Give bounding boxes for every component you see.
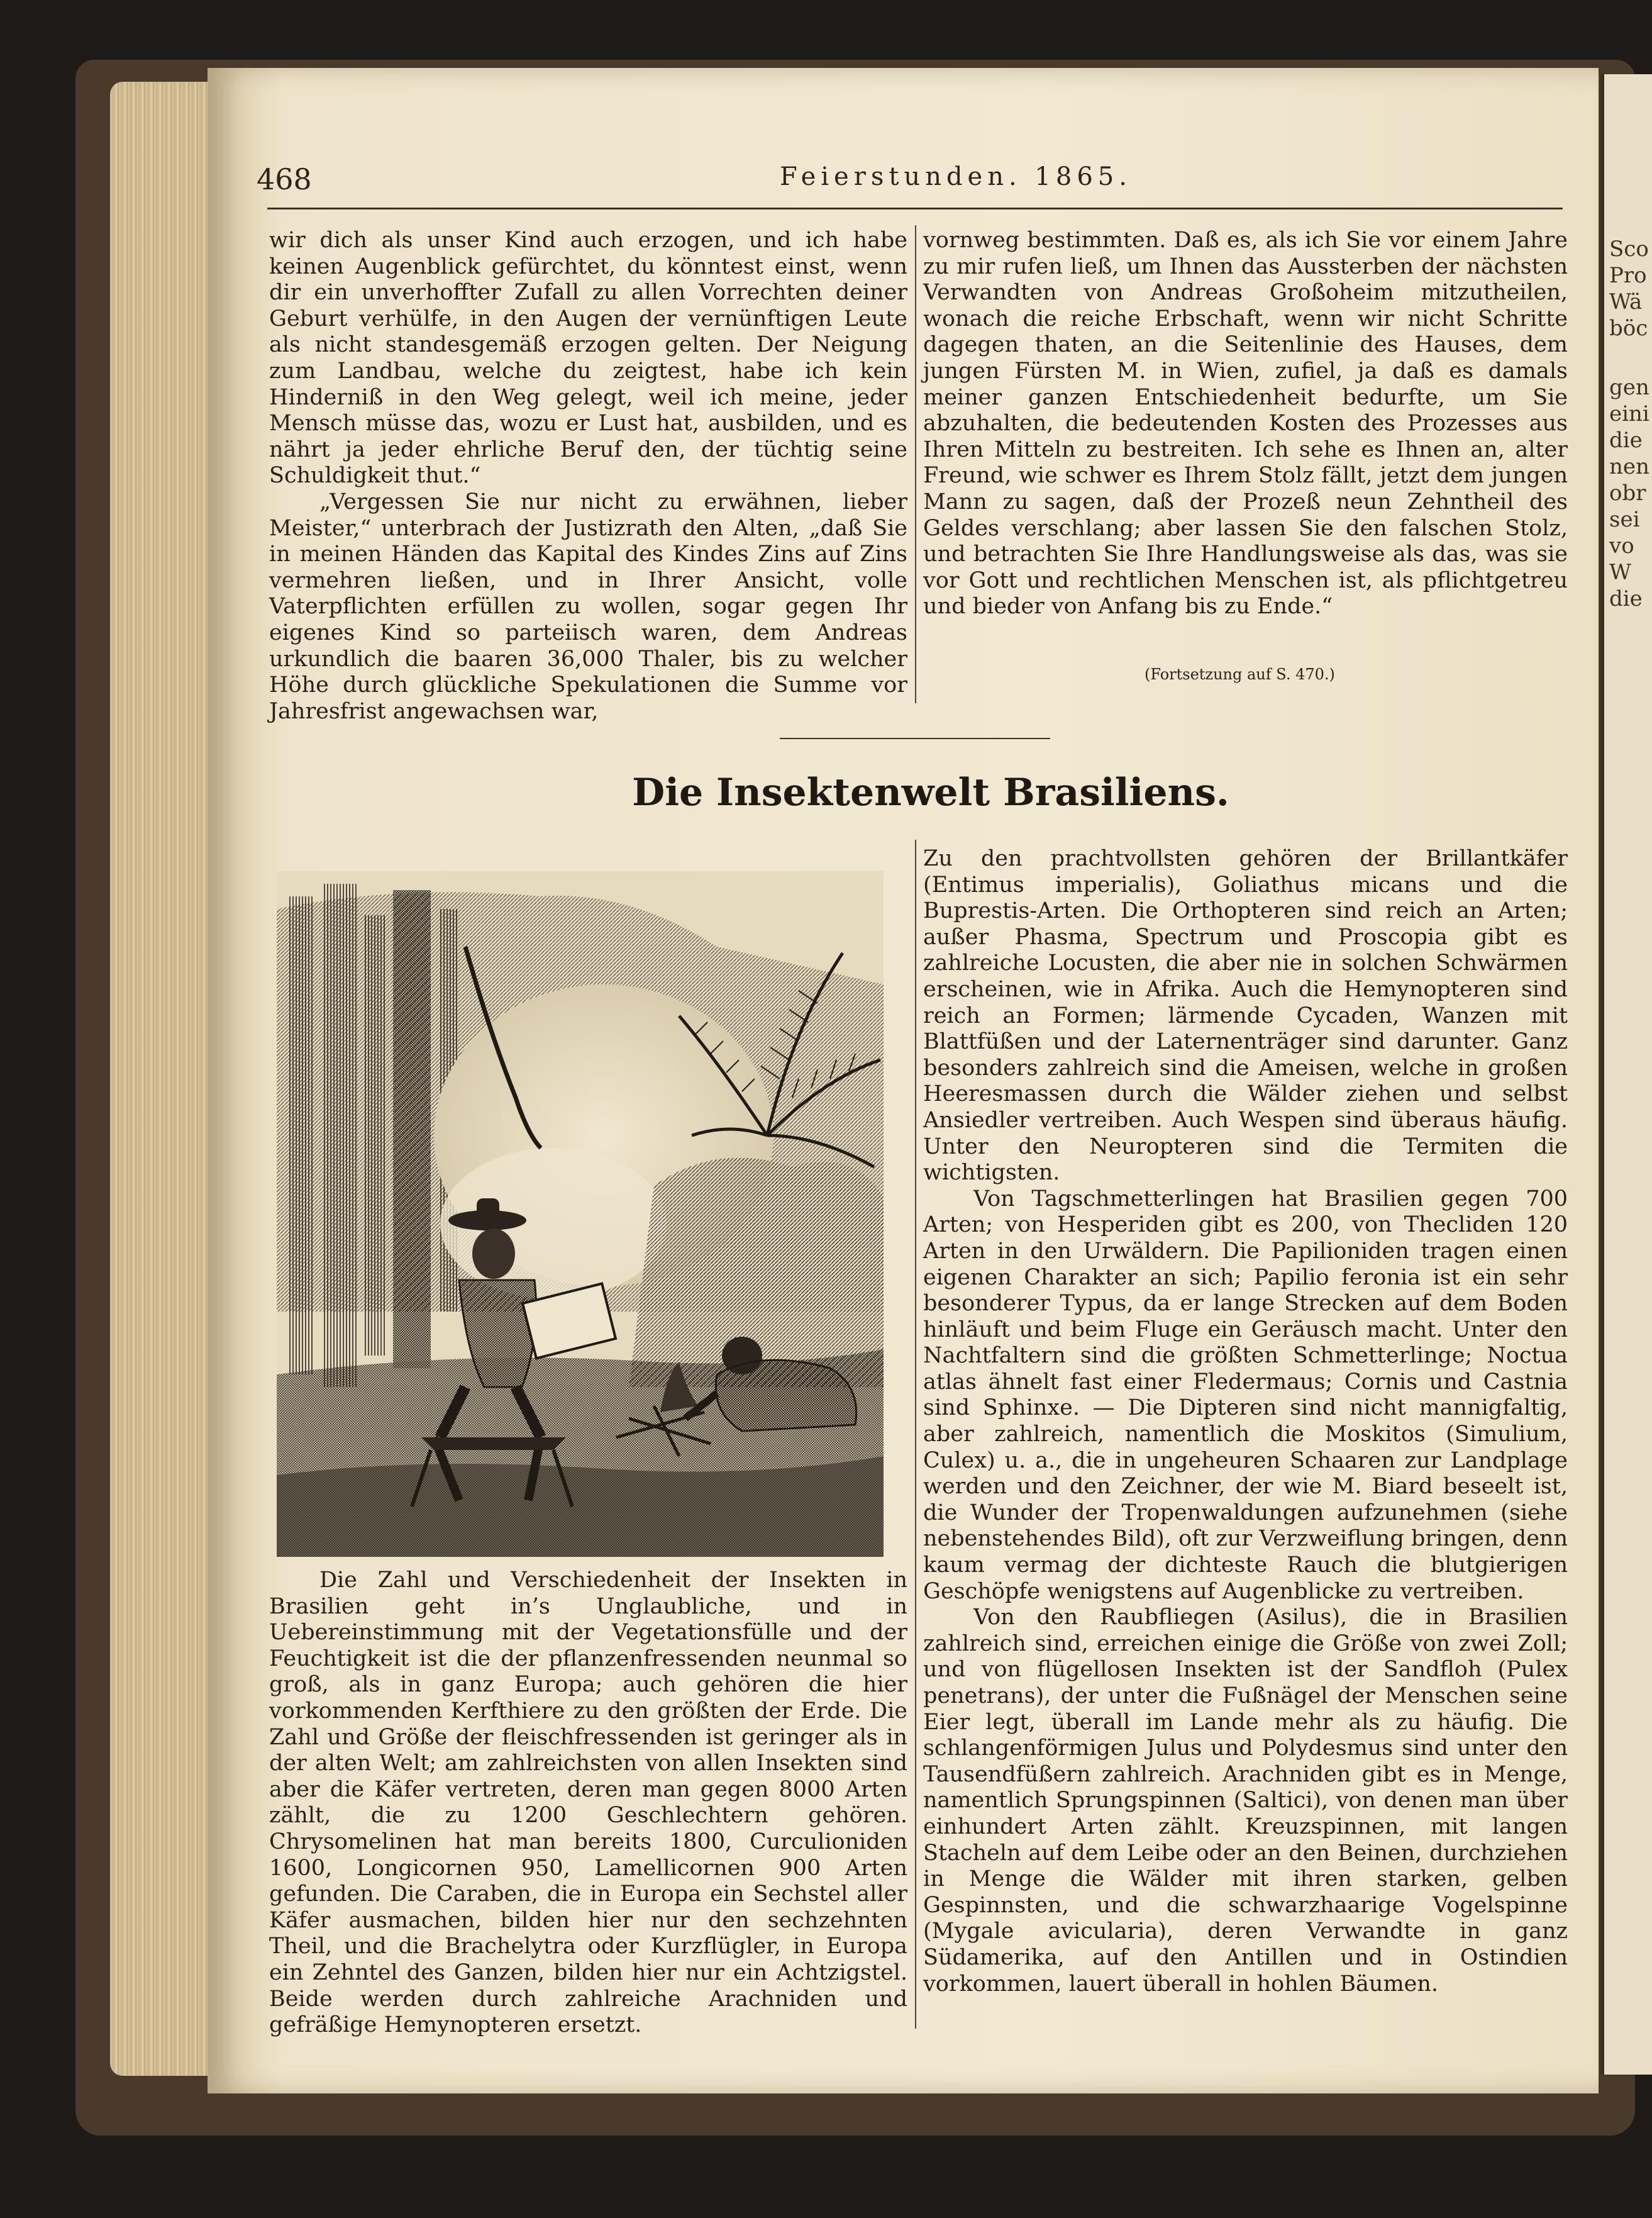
story-paragraph: „Vergessen Sie nur nicht zu erwähnen, lieber Meister,“ unterbrach der Justizrath den Alten, „daß Sie in meinen Händen das Kapital des Kindes Zins auf Zins vermehren ließen, und in Ihrer Ansicht, volle Vaterpflichten erfüllen zu wollen, sogar gegen Ihr eigenes Kind so parteiisch waren, dem Andreas urkundlich die baaren 36,000 Thaler, bis zu welcher Höhe durch glückliche Spekulationen die Summe vor Jahresfrist angewachsen war, bbox=[269, 489, 907, 724]
adjacent-page-fragment: die bbox=[1609, 428, 1643, 453]
continuation-note: (Fortsetzung auf S. 470.) bbox=[1145, 666, 1335, 683]
article-paragraph: Zu den prachtvollsten gehören der Brillantkäfer (Entimus imperialis), Goliathus micans und die Buprestis-Arten. Die Orthopteren sind reich an Arten; außer Phasma, Spectrum und Proscopia gibt es zahlreiche Locusten, die aber nie in solchen Schwärmen erscheinen, wie in Afrika. Auch die Hemynopteren sind reich an Formen; lärmende Cycaden, Wanzen mit Blattfüßen und der Laternenträger sind darunter. Ganz besonders zahlreich sind die Ameisen, welche in großen Heeresmassen durch die Wälder ziehen und selbst Ansiedler vertreiben. Auch Wespen sind überaus häufig. Unter den Neuropteren sind die Termiten die wichtigsten. bbox=[923, 846, 1568, 1186]
running-head: Feierstunden. 1865. bbox=[780, 162, 1132, 191]
article-paragraph: Die Zahl und Verschiedenheit der Insekten in Brasilien geht in’s Unglaubliche, und in Uebereinstimmung mit der Vegetationsfülle und der Feuchtigkeit ist die der pflanzenfressenden neunmal so groß, als in ganz Europa; auch gehören die hier vorkommenden Kerfthiere zu den größten der Erde. Die Zahl und Größe der fleischfressenden ist geringer als in der alten Welt; am zahlreichsten von allen Insekten sind aber die Käfer vertreten, deren man gegen 8000 Arten zählt, die zu 1200 Geschlechtern gehören. Chrysomelinen hat man bereits 1800, Curculioniden 1600, Longicornen 950, Lamellicornen 900 Arten gefunden. Die Caraben, die in Europa ein Sechstel aller Käfer ausmachen, bilden hier nur den sechzehnten Theil, und die Brachelytra oder Kurzflügler, in Europa ein Zehntel des Ganzen, bilden hier nur ein Achtzigstel. Beide werden durch zahlreiche Arachniden und gefräßige Hemynopteren ersetzt. bbox=[269, 1568, 907, 2038]
adjacent-page-fragment: vo bbox=[1609, 533, 1634, 559]
article-paragraph: Von den Raubfliegen (Asilus), die in Brasilien zahlreich sind, erreichen einige die Größe von zwei Zoll; und von flügellosen Insekten ist der Sandfloh (Pulex penetrans), der unter die Fußnägel der Menschen seine Eier legt, überall im Lande mehr als zu häufig. Die schlangenförmigen Julus und Polydesmus sind unter den Tausendfüßern zahlreich. Arachniden gibt es in Menge, namentlich Sprungspinnen (Saltici), von denen man über einhundert Arten zählt. Kreuzspinnen, mit langen Stacheln auf dem Leibe oder an den Beinen, durchziehen in Menge die Wälder mit ihren starken, gelben Gespinnsten, und die schwarzhaarige Vogelspinne (Mygale avicularia), deren Verwandte in ganz Südamerika, auf den Antillen und in Ostindien vorkommen, lauert überall in hohlen Bäumen. bbox=[923, 1605, 1568, 1997]
article-paragraph: Von Tagschmetterlingen hat Brasilien gegen 700 Arten; von Hesperiden gibt es 200, von Thecliden 120 Arten in den Urwäldern. Die Papilioniden tragen einen eigenen Charakter an sich; Papilio feronia ist ein sehr besonderer Typus, da er lange Strecken auf dem Boden hinläuft und beim Fluge ein Geräusch macht. Unter den Nachtfaltern sind die größten Schmetterlinge; Noctua atlas ähnelt fast einer Fledermaus; Cornis und Castnia sind Sphinxe. — Die Dipteren sind nicht mannigfaltig, aber zahlreich, namentlich die Moskitos (Simulium, Culex) u. a., die in ungeheuren Schaaren zur Landplage werden und den Zeichner, der wie M. Biard beseelt ist, die Wunder der Tropenwaldungen aufzunehmen (siehe nebenstehendes Bild), oft zur Verzweiflung bringen, denn kaum vermag der dichteste Rauch die blutgierigen Geschöpfe wenigstens auf Augenblicke zu vertreiben. bbox=[923, 1186, 1568, 1604]
header-rule bbox=[267, 208, 1563, 209]
adjacent-page-fragment: Pro bbox=[1609, 263, 1647, 288]
adjacent-page-fragment: die bbox=[1609, 586, 1643, 611]
story-column-left bbox=[269, 228, 907, 724]
story-paragraph: wir dich als unser Kind auch erzogen, und ich habe keinen Augenblick gefürchtet, du könntest einst, wenn dir ein unverhoffter Zufall zu allen Vorrechten deiner Geburt verhülfe, in den Augen der vernünftigen Leute als nicht standesgemäß erzogen gelten. Der Neigung zum Landbau, welche du zeigtest, habe ich kein Hinderniß in den Weg gelegt, weil ich meine, jeder Mensch müsse das, wozu er Lust hat, ausbilden, und es nährt ja jeder ehrliche Beruf den, der tüchtig seine Schuldigkeit thut.“ bbox=[269, 228, 907, 489]
article-title: Die Insektenwelt Brasiliens. bbox=[632, 771, 1229, 815]
column-rule bbox=[915, 225, 916, 703]
page-edges bbox=[110, 82, 217, 2076]
adjacent-page-fragment: obr bbox=[1609, 481, 1646, 506]
article-column-left bbox=[269, 1568, 907, 2038]
adjacent-page-fragment: sei bbox=[1609, 507, 1640, 532]
adjacent-page-fragment: böc bbox=[1609, 316, 1648, 341]
adjacent-page-fragment: Sco bbox=[1609, 237, 1649, 262]
adjacent-page-fragment: eini bbox=[1609, 401, 1649, 426]
adjacent-page-fragment: Wä bbox=[1609, 289, 1643, 315]
column-rule bbox=[915, 840, 916, 2029]
adjacent-page-fragment: nen bbox=[1609, 454, 1649, 479]
adjacent-page-fragment: gen bbox=[1609, 375, 1649, 400]
story-column-right bbox=[923, 228, 1568, 681]
page-number: 468 bbox=[257, 162, 312, 196]
section-divider bbox=[780, 738, 1050, 739]
engraving-illustration bbox=[277, 871, 884, 1557]
adjacent-page bbox=[1600, 74, 1652, 2075]
adjacent-page-fragment: W bbox=[1609, 560, 1631, 585]
story-paragraph: vornweg bestimmten. Daß es, als ich Sie vor einem Jahre zu mir rufen ließ, um Ihnen das Aussterben der nächsten Verwandten von Andreas Großoheim mitzutheilen, wonach die reiche Erbschaft, wenn wir nicht Schritte dagegen thaten, an die Seitenlinie des Hauses, dem jungen Fürsten M. in Wien, zufiel, ja daß es damals meiner ganzen Entschiedenheit bedurfte, um Sie abzuhalten, die bedeutenden Kosten des Prozesses aus Ihren Mitteln zu bestreiten. Ich sehe es Ihnen an, alter Freund, wie schwer es Ihrem Stolz fällt, jetzt dem jungen Mann zu sagen, daß der Prozeß neun Zehntheil des Geldes verschlang; aber lassen Sie den falschen Stolz, und betrachten Sie Ihre Handlungsweise als das, was sie vor Gott und rechtlichen Menschen ist, als pflichtgetreu und bieder von Anfang bis zu Ende.“ bbox=[923, 228, 1568, 620]
forest-scene-picture bbox=[277, 871, 884, 1557]
article-column-right bbox=[923, 846, 1568, 2029]
